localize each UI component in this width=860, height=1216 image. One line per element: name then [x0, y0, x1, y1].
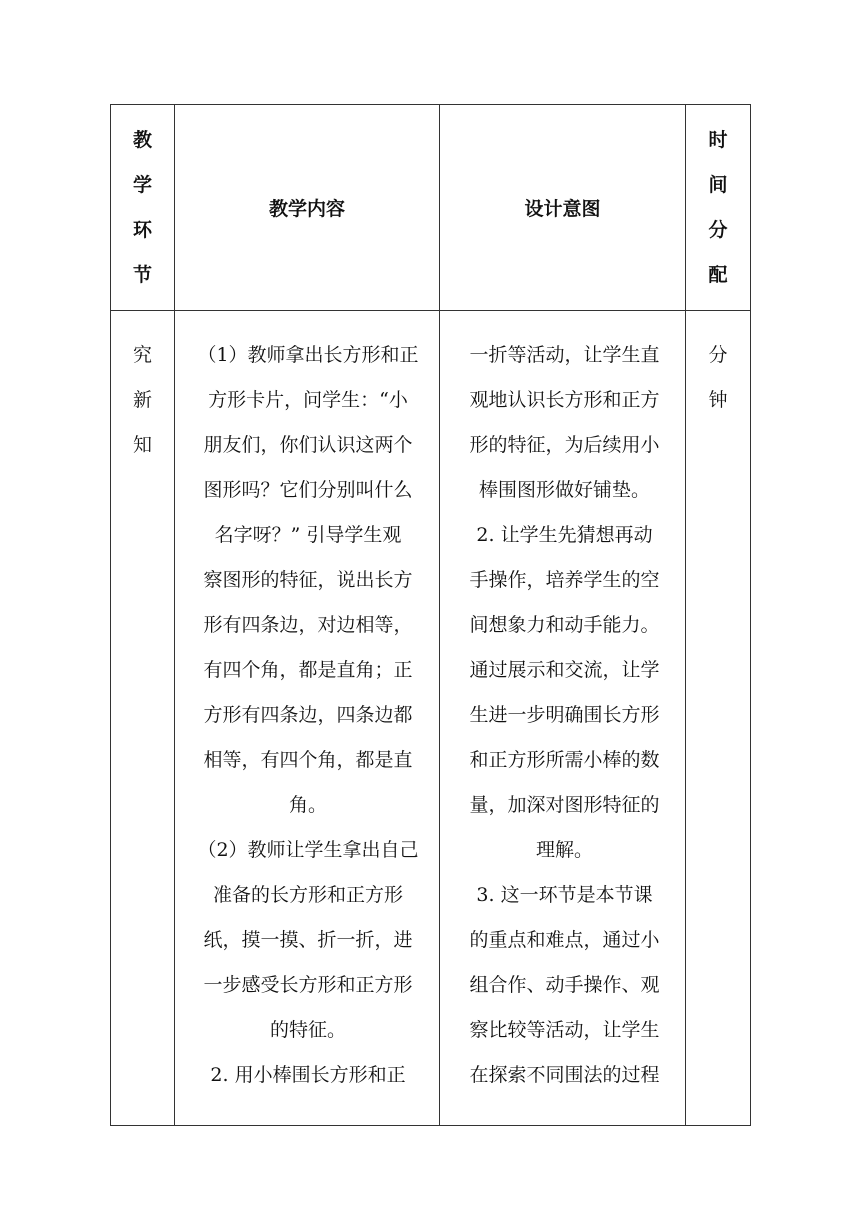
header-time-cell	[686, 105, 751, 311]
content-line: 准备的长方形和正方形	[212, 884, 403, 906]
stage-cell	[111, 311, 175, 1126]
content-line: 的特征。	[269, 1019, 346, 1041]
time-cell	[686, 311, 751, 1126]
content-line: 图形吗？它们分别叫什么	[203, 479, 413, 501]
lesson-plan-table	[110, 104, 751, 1126]
header-row	[111, 105, 751, 311]
intent-line: 和正方形所需小棒的数	[469, 749, 660, 771]
time-char: 分	[708, 344, 728, 366]
stage-label	[111, 311, 174, 468]
header-time	[686, 118, 750, 298]
content-line: （2）教师让学生拿出自己	[197, 839, 419, 861]
intent-line: 观地认识长方形和正方	[469, 389, 660, 411]
intent-line: 3. 这一环节是本节课	[476, 884, 653, 906]
content-line: （1）教师拿出长方形和正	[197, 344, 419, 366]
header-content: 教学内容	[175, 105, 440, 311]
header-time-char: 分	[708, 218, 728, 241]
intent-line: 间想象力和动手能力。	[469, 614, 660, 636]
stage-char: 究	[132, 344, 152, 366]
header-intent: 设计意图	[440, 105, 686, 311]
content-line: 相等，有四个角，都是直	[203, 749, 413, 771]
content-line: 方形有四条边，四条边都	[203, 704, 413, 726]
time-label	[686, 311, 750, 423]
content-cell	[175, 311, 440, 1126]
intent-line: 2. 让学生先猜想再动	[476, 524, 653, 546]
body-row	[111, 311, 751, 1126]
header-time-char: 配	[708, 263, 728, 286]
header-stage-cell	[111, 105, 175, 311]
content-line: 一步感受长方形和正方形	[203, 974, 413, 996]
intent-line: 生进一步明确围长方形	[469, 704, 660, 726]
header-stage	[111, 118, 174, 298]
stage-char: 知	[132, 434, 152, 456]
header-stage-char: 教	[132, 128, 152, 151]
intent-line: 一折等活动，让学生直	[469, 344, 660, 366]
intent-line: 在探索不同围法的过程	[469, 1064, 660, 1086]
content-line: 2. 用小棒围长方形和正	[210, 1064, 406, 1086]
intent-line: 形的特征，为后续用小	[469, 434, 660, 456]
content-line: 察图形的特征，说出长方	[203, 569, 413, 591]
content-line: 角。	[288, 794, 327, 816]
header-stage-char: 学	[132, 173, 152, 196]
header-time-char: 间	[708, 173, 728, 196]
intent-line: 察比较等活动，让学生	[469, 1019, 660, 1041]
intent-line: 通过展示和交流，让学	[469, 659, 660, 681]
intent-line: 棒围图形做好铺垫。	[478, 479, 650, 501]
intent-line: 手操作，培养学生的空	[469, 569, 660, 591]
content-line: 朋友们，你们认识这两个	[203, 434, 413, 456]
intent-line: 组合作、动手操作、观	[469, 974, 660, 996]
header-time-char: 时	[708, 128, 728, 151]
content-line: 纸，摸一摸、折一折，进	[203, 929, 413, 951]
intent-line: 量，加深对图形特征的	[469, 794, 660, 816]
content-line: 有四个角，都是直角；正	[203, 659, 413, 681]
intent-line: 理解。	[535, 839, 593, 861]
stage-char: 新	[132, 389, 152, 411]
intent-line: 的重点和难点，通过小	[469, 929, 660, 951]
content-line: 方形卡片，问学生：“小	[208, 389, 408, 411]
content-line: 形有四条边，对边相等，	[203, 614, 413, 636]
content-line: 名字呀？” 引导学生观	[214, 524, 402, 546]
header-stage-char: 节	[132, 263, 152, 286]
header-stage-char: 环	[132, 218, 152, 241]
intent-cell	[440, 311, 686, 1126]
time-char: 钟	[708, 389, 728, 411]
